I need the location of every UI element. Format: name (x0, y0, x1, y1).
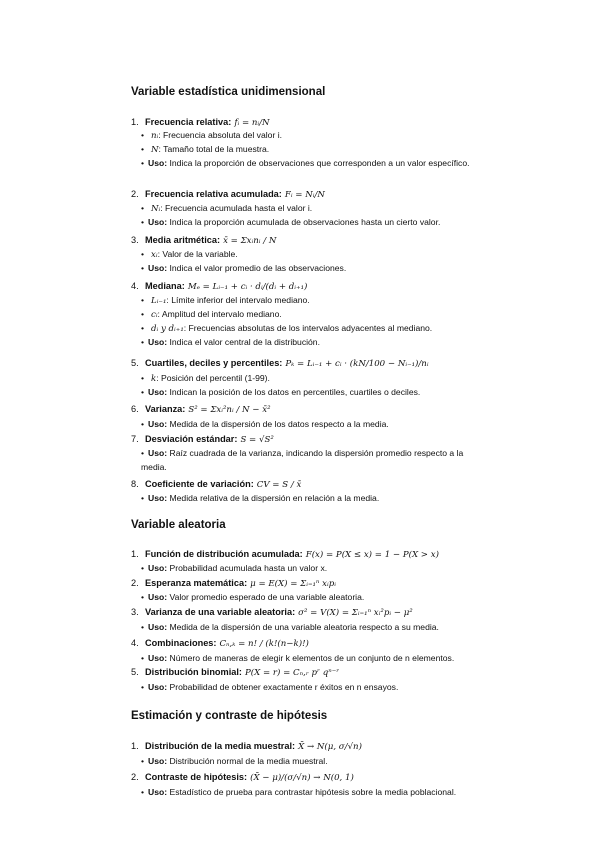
formula-label: Esperanza matemática: (145, 578, 248, 588)
formula: fᵢ = nᵢ/N (234, 118, 270, 128)
list-item: • Uso: Número de maneras de elegir k elementos de un conjunto de n elementos. (141, 653, 455, 663)
list-item: • dᵢ y dᵢ₊₁: Frecuencias absolutas de los intervalos adyacentes al mediano. (141, 323, 433, 334)
formula-item: 1. Distribución de la media muestral: X̄ → N(μ, σ/√n) (131, 741, 362, 752)
list-item: • Uso: Valor promedio esperado de una variable aleatoria. (141, 592, 365, 602)
formula: S = √S² (240, 435, 274, 445)
formula-item: 4. Combinaciones: Cₙ,ₖ = n! / (k!(n−k)!) (131, 638, 309, 649)
list-item: • Nᵢ: Frecuencia acumulada hasta el valor i. (141, 203, 313, 214)
list-item: • xᵢ: Valor de la variable. (141, 249, 238, 260)
formula-label: Varianza de una variable aleatoria: (145, 607, 296, 617)
formula-item: 8. Coeficiente de variación: CV = S / x̄ (131, 479, 302, 490)
list-item: • Uso: Medida de la dispersión de los datos respecto a la media. (141, 419, 389, 429)
formula: X̄ → N(μ, σ/√n) (298, 742, 362, 752)
formula-label: Cuartiles, deciles y percentiles: (145, 358, 283, 368)
formula-label: Coeficiente de variación: (145, 479, 254, 489)
formula: σ² = V(X) = Σᵢ₌₁ⁿ xᵢ²pᵢ − μ² (298, 608, 413, 618)
section-heading (131, 709, 571, 723)
list-item: • nᵢ: Frecuencia absoluta del valor i. (141, 130, 282, 141)
formula-item: 4. Mediana: Mₑ = Lᵢ₋₁ + cᵢ · dᵢ/(dᵢ + dᵢ₊₁) (131, 281, 308, 292)
formula-label: Frecuencia relativa acumulada: (145, 189, 282, 199)
list-item: • Uso: Raíz cuadrada de la varianza, indicando la dispersión promedio respecto a la media. (141, 448, 464, 472)
section-title: Estimación y contraste de hipótesis (131, 710, 328, 722)
formula-item: 3. Varianza de una variable aleatoria: σ² = V(X) = Σᵢ₌₁ⁿ xᵢ²pᵢ − μ² (131, 607, 413, 618)
formula-label: Distribución de la media muestral: (145, 741, 296, 751)
formula: Pₖ = Lᵢ₋₁ + cᵢ · (kN/100 − Nᵢ₋₁)/nᵢ (285, 359, 429, 369)
formula-label: Contraste de hipótesis: (145, 772, 248, 782)
list-item: • Uso: Indican la posición de los datos en percentiles, cuartiles o deciles. (141, 387, 421, 397)
list-item: • Uso: Indica la proporción de observaciones que corresponden a un valor específico. (141, 158, 470, 168)
formula: Cₙ,ₖ = n! / (k!(n−k)!) (219, 639, 309, 649)
list-item: • Uso: Indica la proporción acumulada de observaciones hasta un cierto valor. (141, 217, 441, 227)
formula: Mₑ = Lᵢ₋₁ + cᵢ · dᵢ/(dᵢ + dᵢ₊₁) (187, 282, 308, 292)
formula: Fᵢ = Nᵢ/N (284, 190, 325, 200)
list-item: • Lᵢ₋₁: Límite inferior del intervalo mediano. (141, 295, 310, 306)
formula-label: Mediana: (145, 281, 185, 291)
list-item: • N: Tamaño total de la muestra. (141, 144, 270, 155)
formula-item: 5. Distribución binomial: P(X = r) = Cₙ,ᵣ pʳ qⁿ⁻ʳ (131, 667, 340, 678)
formula: CV = S / x̄ (256, 480, 302, 490)
list-item: • Uso: Probabilidad acumulada hasta un valor x. (141, 563, 328, 573)
list-item: • Uso: Medida de la dispersión de una variable aleatoria respecto a su media. (141, 622, 439, 632)
list-item: • k: Posición del percentil (1-99). (141, 373, 270, 384)
list-item: • Uso: Indica el valor promedio de las observaciones. (141, 263, 347, 273)
formula-item: 2. Frecuencia relativa acumulada: Fᵢ = Nᵢ/N (131, 189, 325, 200)
formula-label: Función de distribución acumulada: (145, 549, 303, 559)
formula-label: Combinaciones: (145, 638, 217, 648)
formula-item: 3. Media aritmética: x̄ = Σxᵢnᵢ / N (131, 235, 277, 246)
list-item: • Uso: Distribución normal de la media muestral. (141, 756, 328, 766)
list-item: • cᵢ: Amplitud del intervalo mediano. (141, 309, 282, 320)
section-heading (131, 85, 571, 99)
formula-item: 1. Función de distribución acumulada: F(x) = P(X ≤ x) = 1 − P(X > x) (131, 549, 439, 560)
formula: x̄ = Σxᵢnᵢ / N (223, 236, 277, 246)
formula: P(X = r) = Cₙ,ᵣ pʳ qⁿ⁻ʳ (244, 668, 340, 678)
list-item: • Uso: Estadístico de prueba para contrastar hipótesis sobre la media poblacional. (141, 787, 457, 797)
formula: μ = E(X) = Σᵢ₌₁ⁿ xᵢpᵢ (250, 579, 336, 589)
section-title: Variable estadística unidimensional (131, 86, 326, 98)
formula-item: 5. Cuartiles, deciles y percentiles: Pₖ = Lᵢ₋₁ + cᵢ · (kN/100 − Nᵢ₋₁)/nᵢ (131, 358, 429, 369)
formula-item: 2. Esperanza matemática: μ = E(X) = Σᵢ₌₁ⁿ xᵢpᵢ (131, 578, 336, 589)
formula-item: 2. Contraste de hipótesis: (X̄ − μ)/(σ/√n) → N(0, 1) (131, 772, 354, 783)
section-title: Variable aleatoria (131, 519, 226, 531)
formula-label: Media aritmética: (145, 235, 221, 245)
formula: S² = Σxᵢ²nᵢ / N − x̄² (188, 405, 271, 415)
formula-item: 7. Desviación estándar: S = √S² (131, 434, 274, 445)
section-heading (131, 518, 571, 532)
list-item: • Uso: Medida relativa de la dispersión en relación a la media. (141, 493, 380, 503)
list-item: • Uso: Probabilidad de obtener exactamente r éxitos en n ensayos. (141, 682, 399, 692)
formula-label: Desviación estándar: (145, 434, 238, 444)
formula-item: 6. Varianza: S² = Σxᵢ²nᵢ / N − x̄² (131, 404, 271, 415)
formula: (X̄ − μ)/(σ/√n) → N(0, 1) (250, 773, 354, 783)
formula-label: Distribución binomial: (145, 667, 242, 677)
formula-label: Frecuencia relativa: (145, 117, 232, 127)
formula-item: 1. Frecuencia relativa: fᵢ = nᵢ/N (131, 117, 270, 128)
formula-label: Varianza: (145, 404, 186, 414)
list-item: • Uso: Indica el valor central de la distribución. (141, 337, 320, 347)
formula: F(x) = P(X ≤ x) = 1 − P(X > x) (305, 550, 439, 560)
